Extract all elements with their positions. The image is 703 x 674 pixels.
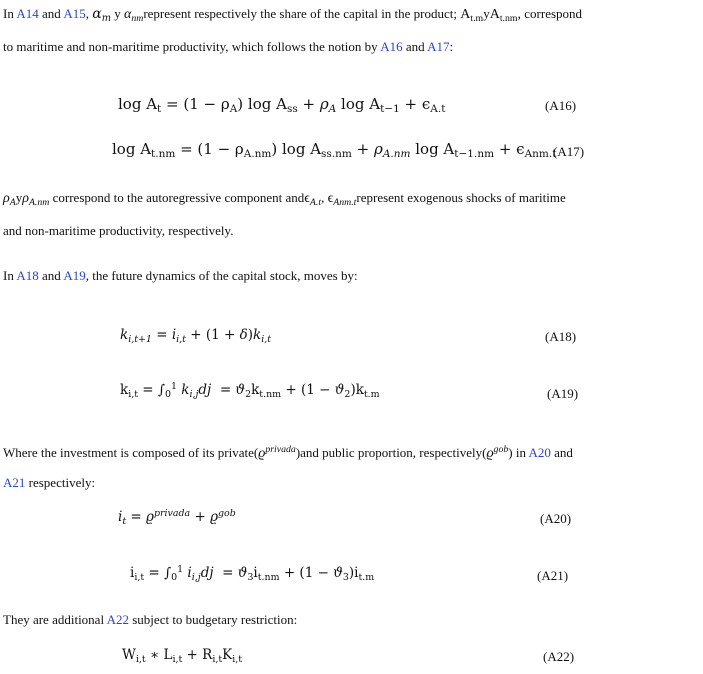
math-rho-A: $\rho_A$: [3, 191, 16, 208]
equation-number-a19: (A19): [547, 386, 579, 401]
paragraph-intro: In A14 and A15, $\alpha_m$ y $\alpha_{nm}represent$ respectively the share of the capital in the product; $A_{t.m}yA_{t.nm}$, correspond: [3, 6, 583, 24]
equation-a20: $i_t = ϱ^{privada} + ϱ^{gob}$: [118, 508, 236, 527]
math-rho-Anm: $\rho_{A.nm}$: [22, 191, 50, 208]
paragraph-capital-dynamics: In A18 and A19, the future dynamics of the capital stock, moves by:: [3, 268, 358, 283]
paragraph-investment-line2: A21 respectively:: [3, 475, 96, 490]
paragraph-investment: Where the investment is composed of its $private(ϱ^{privada})and$ public proportion, $respectively(ϱ^{gob})$ in A20 and: [3, 444, 573, 461]
equation-a18: $k_{i,t+1} = i_{i,t} + (1 + \delta)k_{i,t}$: [120, 327, 272, 345]
ref-a16-link[interactable]: A16: [380, 39, 403, 54]
ref-a15-link[interactable]: A15: [63, 6, 86, 21]
math-eps-At: $\epsilon_{A.t}$: [304, 191, 322, 208]
ref-a18-link[interactable]: A18: [16, 268, 39, 283]
equation-a19: $k_{i,t} = \int_0^1$ $k_{i,j}dj = ϑ_2k_{t.nm} + (1 - ϑ_2)k_{t.m}$: [120, 381, 380, 400]
equation-number-a16: (A16): [545, 98, 577, 113]
equation-a21: $i_{i,t} = \int_0^1$ $i_{i,j}dj = ϑ_3i_{t.nm} + (1 - ϑ_3)i_{t.m}$: [130, 564, 375, 583]
equation-number-a20: (A20): [540, 511, 572, 526]
math-rho-gob: $ϱ^{gob}$: [486, 444, 509, 461]
equation-number-a22: (A22): [543, 649, 575, 664]
paragraph-budget: They are additional A22 subject to budgetary restriction:: [3, 612, 298, 627]
paragraph-autoregressive-line2: and non-maritime productivity, respectively.: [3, 223, 234, 238]
equation-number-a17: (A17): [553, 144, 585, 159]
ref-a22-link[interactable]: A22: [106, 612, 129, 627]
math-alpha-nm: $\alpha_{nm}$: [123, 7, 144, 24]
math-alpha-m: $\alpha_m$: [92, 6, 111, 24]
math-eps-Anmt: $\epsilon_{Anm.t}$: [327, 191, 357, 208]
ref-a21-link[interactable]: A21: [3, 475, 26, 490]
ref-a17-link[interactable]: A17: [427, 39, 450, 54]
paragraph-intro-line2: to maritime and non-maritime productivity, which follows the notion by A16 and A17:: [3, 39, 454, 54]
equation-number-a18: (A18): [545, 329, 577, 344]
math-A-tm: $A_{t.m}$: [460, 7, 484, 24]
ref-a14-link[interactable]: A14: [16, 6, 39, 21]
ref-a20-link[interactable]: A20: [528, 445, 551, 460]
equation-a17: $\log A_{t.nm} = (1 - \rho_{A.nm})$ $\log A_{ss.nm} + \rho_{A.nm}$ $\log A_{t-1.nm} + \epsilon_{Anm.t}$: [112, 140, 557, 160]
paragraph-autoregressive: $\rho_Ay\rho_{A.nm}$ correspond to the autoregressive component andϵ$_{A.t}$, $\epsilon_{Anm.t}represent$ exogenous shocks of maritime: [3, 190, 566, 208]
equation-a16: $\log A_t = (1 - \rho_A)$ $\log A_{ss} + \rho_A$ $\log A_{t-1} + \epsilon_{A.t}$: [118, 95, 446, 115]
equation-a22: $W_{i,t}$ ∗ $L_{i,t} + R_{i,t}K_{i,t}$: [122, 647, 243, 665]
ref-a19-link[interactable]: A19: [63, 268, 86, 283]
math-rho-privada: $ϱ^{privada}$: [258, 444, 296, 461]
math-A-tnm: $A_{t.nm}$,: [489, 7, 522, 24]
equation-number-a21: (A21): [537, 568, 569, 583]
